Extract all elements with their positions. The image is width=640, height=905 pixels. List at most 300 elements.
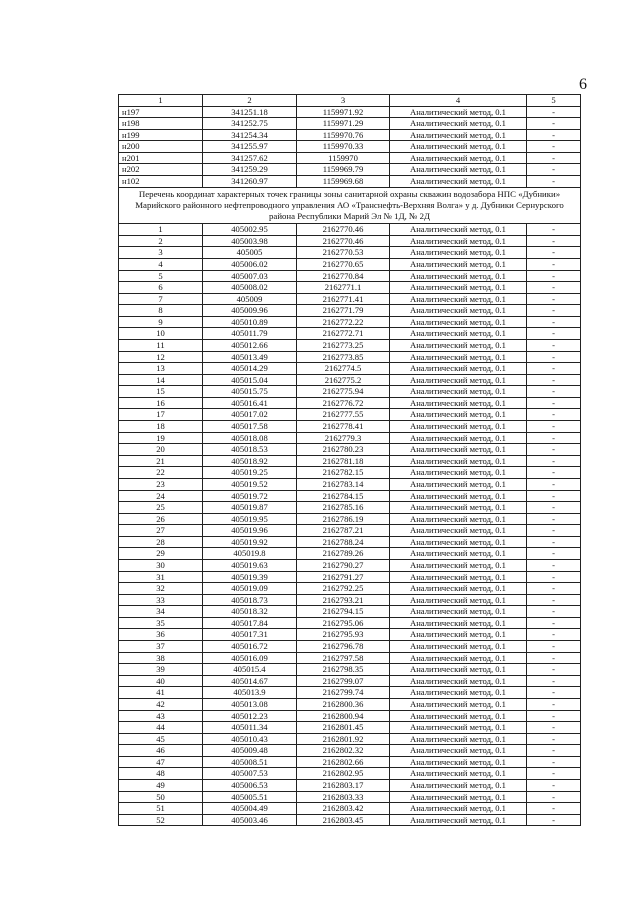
table-cell-col-1: 46 xyxy=(119,745,203,757)
table-row xyxy=(119,397,581,409)
table-cell-col-3: 2162796.78 xyxy=(297,641,390,653)
table-row xyxy=(119,687,581,699)
table-cell-col-1: 35 xyxy=(119,617,203,629)
table-cell-col-1: н102 xyxy=(119,176,203,188)
table-cell-col-5: - xyxy=(527,745,581,757)
table-cell-col-1: 1 xyxy=(119,224,203,236)
table-cell-col-4: Аналитический метод, 0.1 xyxy=(390,106,527,118)
table-cell-col-1: 51 xyxy=(119,803,203,815)
table-cell-col-1: 37 xyxy=(119,641,203,653)
table-cell-col-5: - xyxy=(527,235,581,247)
table-cell-col-2: 405009.96 xyxy=(203,305,297,317)
table-cell-col-1: 41 xyxy=(119,687,203,699)
table-cell-col-2: 341254.34 xyxy=(203,129,297,141)
table-cell-col-2: 341259.29 xyxy=(203,164,297,176)
table-cell-col-4: Аналитический метод, 0.1 xyxy=(390,560,527,572)
table-row xyxy=(119,409,581,421)
table-cell-col-2: 405011.34 xyxy=(203,722,297,734)
table-cell-col-1: 20 xyxy=(119,444,203,456)
table-cell-col-3: 2162786.19 xyxy=(297,513,390,525)
table-cell-col-4: Аналитический метод, 0.1 xyxy=(390,652,527,664)
header-cell: 5 xyxy=(527,95,581,107)
table-cell-col-4: Аналитический метод, 0.1 xyxy=(390,258,527,270)
table-row xyxy=(119,340,581,352)
table-cell-col-4: Аналитический метод, 0.1 xyxy=(390,386,527,398)
table-cell-col-2: 405018.53 xyxy=(203,444,297,456)
table-cell-col-3: 2162803.17 xyxy=(297,779,390,791)
table-row xyxy=(119,710,581,722)
table-cell-col-5: - xyxy=(527,722,581,734)
table-cell-col-4: Аналитический метод, 0.1 xyxy=(390,606,527,618)
table-cell-col-2: 405017.31 xyxy=(203,629,297,641)
table-cell-col-5: - xyxy=(527,664,581,676)
table-row xyxy=(119,606,581,618)
table-cell-col-3: 2162788.24 xyxy=(297,536,390,548)
table-cell-col-4: Аналитический метод, 0.1 xyxy=(390,629,527,641)
table-cell-col-1: 17 xyxy=(119,409,203,421)
table-row xyxy=(119,467,581,479)
header-cell: 4 xyxy=(390,95,527,107)
table-row xyxy=(119,617,581,629)
table-cell-col-3: 2162770.65 xyxy=(297,258,390,270)
table-row xyxy=(119,664,581,676)
table-row xyxy=(119,733,581,745)
table-cell-col-4: Аналитический метод, 0.1 xyxy=(390,791,527,803)
table-cell-col-5: - xyxy=(527,118,581,130)
table-cell-col-3: 2162770.84 xyxy=(297,270,390,282)
table-cell-col-3: 2162798.35 xyxy=(297,664,390,676)
table-cell-col-3: 1159970.33 xyxy=(297,141,390,153)
table-cell-col-4: Аналитический метод, 0.1 xyxy=(390,478,527,490)
table-cell-col-5: - xyxy=(527,247,581,259)
table-cell-col-2: 405016.09 xyxy=(203,652,297,664)
table-row xyxy=(119,305,581,317)
table-cell-col-2: 405002.95 xyxy=(203,224,297,236)
table-row xyxy=(119,722,581,734)
table-cell-col-5: - xyxy=(527,675,581,687)
table-row xyxy=(119,803,581,815)
table-cell-col-3: 2162800.94 xyxy=(297,710,390,722)
table-row xyxy=(119,164,581,176)
table-cell-col-2: 405005 xyxy=(203,247,297,259)
table-cell-col-2: 405010.89 xyxy=(203,316,297,328)
table-cell-col-5: - xyxy=(527,270,581,282)
table-cell-col-1: 38 xyxy=(119,652,203,664)
table-cell-col-5: - xyxy=(527,756,581,768)
table-cell-col-5: - xyxy=(527,513,581,525)
table-cell-col-4: Аналитический метод, 0.1 xyxy=(390,502,527,514)
table-cell-col-5: - xyxy=(527,409,581,421)
table-cell-col-4: Аналитический метод, 0.1 xyxy=(390,768,527,780)
table-cell-col-2: 405019.96 xyxy=(203,525,297,537)
table-row xyxy=(119,791,581,803)
table-cell-col-1: 11 xyxy=(119,340,203,352)
table-cell-col-5: - xyxy=(527,224,581,236)
table-cell-col-3: 2162773.85 xyxy=(297,351,390,363)
table-cell-col-4: Аналитический метод, 0.1 xyxy=(390,664,527,676)
table-cell-col-3: 1159970.76 xyxy=(297,129,390,141)
table-cell-col-3: 1159971.92 xyxy=(297,106,390,118)
table-cell-col-1: 28 xyxy=(119,536,203,548)
section-title-row xyxy=(119,187,581,224)
table-row xyxy=(119,583,581,595)
table-cell-col-1: 26 xyxy=(119,513,203,525)
table-cell-col-5: - xyxy=(527,617,581,629)
table-cell-col-4: Аналитический метод, 0.1 xyxy=(390,305,527,317)
table-row xyxy=(119,316,581,328)
page-number: 6 xyxy=(579,76,587,93)
table-cell-col-2: 405012.23 xyxy=(203,710,297,722)
table-cell-col-3: 2162793.21 xyxy=(297,594,390,606)
table-cell-col-5: - xyxy=(527,502,581,514)
table-row xyxy=(119,386,581,398)
table-cell-col-2: 405003.98 xyxy=(203,235,297,247)
table-cell-col-5: - xyxy=(527,328,581,340)
table-row xyxy=(119,444,581,456)
table-cell-col-5: - xyxy=(527,164,581,176)
table-cell-col-1: 47 xyxy=(119,756,203,768)
table-row xyxy=(119,641,581,653)
table-cell-col-4: Аналитический метод, 0.1 xyxy=(390,513,527,525)
table-cell-col-5: - xyxy=(527,583,581,595)
table-cell-col-3: 2162782.15 xyxy=(297,467,390,479)
table-cell-col-3: 2162770.53 xyxy=(297,247,390,259)
table-cell-col-3: 2162803.45 xyxy=(297,814,390,826)
table-cell-col-4: Аналитический метод, 0.1 xyxy=(390,118,527,130)
section-title: Перечень координат характерных точек границы зоны санитарной охраны скважин водозабора НПС «Дубники» Марийского районного нефтепроводного управления АО «Транснефть-Верхняя Волга» у д. Дубники Сернурского района Республики Марий Эл № 1Д, № 2Д xyxy=(119,187,581,224)
table-cell-col-4: Аналитический метод, 0.1 xyxy=(390,779,527,791)
table-row xyxy=(119,745,581,757)
table-cell-col-4: Аналитический метод, 0.1 xyxy=(390,421,527,433)
table-cell-col-2: 341251.18 xyxy=(203,106,297,118)
table-cell-col-3: 2162770.46 xyxy=(297,224,390,236)
table-cell-col-2: 341255.97 xyxy=(203,141,297,153)
table-cell-col-2: 405005.51 xyxy=(203,791,297,803)
table-cell-col-5: - xyxy=(527,141,581,153)
table-row xyxy=(119,224,581,236)
table-cell-col-5: - xyxy=(527,560,581,572)
table-cell-col-1: 48 xyxy=(119,768,203,780)
table-cell-col-1: 23 xyxy=(119,478,203,490)
table-cell-col-5: - xyxy=(527,444,581,456)
table-cell-col-2: 405019.95 xyxy=(203,513,297,525)
table-cell-col-5: - xyxy=(527,791,581,803)
table-cell-col-3: 2162795.93 xyxy=(297,629,390,641)
table-cell-col-1: 24 xyxy=(119,490,203,502)
table-cell-col-4: Аналитический метод, 0.1 xyxy=(390,444,527,456)
table-cell-col-2: 405015.75 xyxy=(203,386,297,398)
table-cell-col-3: 2162776.72 xyxy=(297,397,390,409)
table-cell-col-1: н200 xyxy=(119,141,203,153)
table-cell-col-3: 2162775.2 xyxy=(297,374,390,386)
table-cell-col-2: 405018.73 xyxy=(203,594,297,606)
table-cell-col-5: - xyxy=(527,629,581,641)
table-cell-col-3: 2162780.23 xyxy=(297,444,390,456)
table-cell-col-4: Аналитический метод, 0.1 xyxy=(390,571,527,583)
table-cell-col-3: 2162799.74 xyxy=(297,687,390,699)
table-cell-col-5: - xyxy=(527,803,581,815)
table-cell-col-1: 34 xyxy=(119,606,203,618)
table-row xyxy=(119,455,581,467)
table-cell-col-1: 22 xyxy=(119,467,203,479)
table-cell-col-1: 8 xyxy=(119,305,203,317)
table-cell-col-3: 2162797.58 xyxy=(297,652,390,664)
table-cell-col-1: 29 xyxy=(119,548,203,560)
table-cell-col-3: 2162802.66 xyxy=(297,756,390,768)
table-cell-col-4: Аналитический метод, 0.1 xyxy=(390,455,527,467)
table-cell-col-4: Аналитический метод, 0.1 xyxy=(390,536,527,548)
table-cell-col-3: 2162771.1 xyxy=(297,282,390,294)
table-cell-col-2: 405017.58 xyxy=(203,421,297,433)
table-cell-col-4: Аналитический метод, 0.1 xyxy=(390,675,527,687)
table-cell-col-4: Аналитический метод, 0.1 xyxy=(390,710,527,722)
table-cell-col-4: Аналитический метод, 0.1 xyxy=(390,164,527,176)
table-row xyxy=(119,490,581,502)
table-cell-col-1: н197 xyxy=(119,106,203,118)
table-cell-col-3: 2162799.07 xyxy=(297,675,390,687)
table-cell-col-1: 12 xyxy=(119,351,203,363)
table-cell-col-5: - xyxy=(527,525,581,537)
table-cell-col-3: 2162785.16 xyxy=(297,502,390,514)
table-cell-col-2: 405018.92 xyxy=(203,455,297,467)
table-row xyxy=(119,363,581,375)
table-cell-col-2: 405019.39 xyxy=(203,571,297,583)
table-cell-col-2: 405019.8 xyxy=(203,548,297,560)
table-row xyxy=(119,652,581,664)
table-cell-col-4: Аналитический метод, 0.1 xyxy=(390,363,527,375)
table-row xyxy=(119,698,581,710)
table-cell-col-5: - xyxy=(527,421,581,433)
table-cell-col-3: 2162784.15 xyxy=(297,490,390,502)
table-cell-col-4: Аналитический метод, 0.1 xyxy=(390,722,527,734)
table-row xyxy=(119,129,581,141)
table-row xyxy=(119,351,581,363)
table-cell-col-5: - xyxy=(527,351,581,363)
table-cell-col-3: 2162778.41 xyxy=(297,421,390,433)
table-cell-col-3: 2162772.22 xyxy=(297,316,390,328)
table-cell-col-5: - xyxy=(527,432,581,444)
table-cell-col-1: 9 xyxy=(119,316,203,328)
table-cell-col-1: 10 xyxy=(119,328,203,340)
table-cell-col-2: 405019.92 xyxy=(203,536,297,548)
table-cell-col-4: Аналитический метод, 0.1 xyxy=(390,176,527,188)
table-cell-col-3: 2162803.33 xyxy=(297,791,390,803)
table-cell-col-4: Аналитический метод, 0.1 xyxy=(390,617,527,629)
table-cell-col-1: 36 xyxy=(119,629,203,641)
table-cell-col-5: - xyxy=(527,606,581,618)
table-cell-col-4: Аналитический метод, 0.1 xyxy=(390,351,527,363)
table-cell-col-3: 2162771.79 xyxy=(297,305,390,317)
table-cell-col-2: 405004.49 xyxy=(203,803,297,815)
table-cell-col-1: 30 xyxy=(119,560,203,572)
table-row xyxy=(119,421,581,433)
table-row xyxy=(119,525,581,537)
table-cell-col-2: 405016.72 xyxy=(203,641,297,653)
table-cell-col-3: 2162801.92 xyxy=(297,733,390,745)
table-cell-col-1: 2 xyxy=(119,235,203,247)
table-cell-col-2: 405006.53 xyxy=(203,779,297,791)
table-row xyxy=(119,779,581,791)
table-cell-col-2: 405016.41 xyxy=(203,397,297,409)
table-cell-col-5: - xyxy=(527,305,581,317)
table-cell-col-5: - xyxy=(527,536,581,548)
table-cell-col-2: 405018.08 xyxy=(203,432,297,444)
table-cell-col-1: 32 xyxy=(119,583,203,595)
table-row xyxy=(119,328,581,340)
table-cell-col-2: 405017.84 xyxy=(203,617,297,629)
table-cell-col-4: Аналитический метод, 0.1 xyxy=(390,282,527,294)
table-row xyxy=(119,106,581,118)
table-cell-col-3: 2162773.25 xyxy=(297,340,390,352)
table-cell-col-5: - xyxy=(527,129,581,141)
table-cell-col-2: 405006.02 xyxy=(203,258,297,270)
table-cell-col-2: 405013.49 xyxy=(203,351,297,363)
table-cell-col-5: - xyxy=(527,733,581,745)
table-cell-col-2: 405015.04 xyxy=(203,374,297,386)
table-cell-col-3: 2162800.36 xyxy=(297,698,390,710)
table-cell-col-1: 15 xyxy=(119,386,203,398)
table-cell-col-4: Аналитический метод, 0.1 xyxy=(390,687,527,699)
table-cell-col-5: - xyxy=(527,152,581,164)
table-cell-col-5: - xyxy=(527,768,581,780)
table-cell-col-1: 4 xyxy=(119,258,203,270)
table-cell-col-4: Аналитический метод, 0.1 xyxy=(390,756,527,768)
table-cell-col-2: 405013.9 xyxy=(203,687,297,699)
table-cell-col-4: Аналитический метод, 0.1 xyxy=(390,583,527,595)
table-cell-col-3: 2162795.06 xyxy=(297,617,390,629)
table-cell-col-1: н202 xyxy=(119,164,203,176)
table-cell-col-5: - xyxy=(527,340,581,352)
table-cell-col-1: 49 xyxy=(119,779,203,791)
table-row xyxy=(119,675,581,687)
table-cell-col-2: 405008.02 xyxy=(203,282,297,294)
table-cell-col-4: Аналитический метод, 0.1 xyxy=(390,247,527,259)
table-cell-col-5: - xyxy=(527,548,581,560)
table-row xyxy=(119,629,581,641)
table-cell-col-1: 21 xyxy=(119,455,203,467)
table-row xyxy=(119,814,581,826)
table-cell-col-1: 31 xyxy=(119,571,203,583)
table-cell-col-1: 18 xyxy=(119,421,203,433)
table-cell-col-5: - xyxy=(527,374,581,386)
table-cell-col-5: - xyxy=(527,397,581,409)
table-cell-col-4: Аналитический метод, 0.1 xyxy=(390,525,527,537)
table-cell-col-5: - xyxy=(527,386,581,398)
table-cell-col-5: - xyxy=(527,176,581,188)
table-cell-col-5: - xyxy=(527,455,581,467)
table-cell-col-1: 52 xyxy=(119,814,203,826)
table-row xyxy=(119,235,581,247)
table-cell-col-2: 405008.51 xyxy=(203,756,297,768)
table-cell-col-2: 405019.87 xyxy=(203,502,297,514)
table-row xyxy=(119,536,581,548)
table-cell-col-5: - xyxy=(527,710,581,722)
table-cell-col-5: - xyxy=(527,779,581,791)
table-cell-col-2: 341252.75 xyxy=(203,118,297,130)
header-cell: 3 xyxy=(297,95,390,107)
table-cell-col-2: 341257.62 xyxy=(203,152,297,164)
table-cell-col-3: 2162794.15 xyxy=(297,606,390,618)
table-cell-col-1: 5 xyxy=(119,270,203,282)
table-cell-col-4: Аналитический метод, 0.1 xyxy=(390,641,527,653)
table-cell-col-1: 6 xyxy=(119,282,203,294)
table-cell-col-3: 2162770.46 xyxy=(297,235,390,247)
table-cell-col-2: 405019.09 xyxy=(203,583,297,595)
table-cell-col-3: 2162803.42 xyxy=(297,803,390,815)
table-cell-col-4: Аналитический метод, 0.1 xyxy=(390,374,527,386)
header-cell: 2 xyxy=(203,95,297,107)
table-cell-col-1: 13 xyxy=(119,363,203,375)
table-cell-col-3: 2162772.71 xyxy=(297,328,390,340)
table-cell-col-4: Аналитический метод, 0.1 xyxy=(390,152,527,164)
table-cell-col-1: 50 xyxy=(119,791,203,803)
table-cell-col-4: Аналитический метод, 0.1 xyxy=(390,733,527,745)
table-cell-col-4: Аналитический метод, 0.1 xyxy=(390,490,527,502)
table-cell-col-5: - xyxy=(527,814,581,826)
table-cell-col-5: - xyxy=(527,258,581,270)
table-row xyxy=(119,258,581,270)
table-cell-col-2: 405015.4 xyxy=(203,664,297,676)
table-row xyxy=(119,513,581,525)
table-row xyxy=(119,118,581,130)
table-cell-col-4: Аналитический метод, 0.1 xyxy=(390,698,527,710)
table-cell-col-4: Аналитический метод, 0.1 xyxy=(390,745,527,757)
table-cell-col-4: Аналитический метод, 0.1 xyxy=(390,814,527,826)
table-cell-col-1: 7 xyxy=(119,293,203,305)
table-cell-col-5: - xyxy=(527,594,581,606)
table-cell-col-4: Аналитический метод, 0.1 xyxy=(390,328,527,340)
table-cell-col-1: н198 xyxy=(119,118,203,130)
table-cell-col-1: 39 xyxy=(119,664,203,676)
table-cell-col-1: 3 xyxy=(119,247,203,259)
table-cell-col-3: 1159969.68 xyxy=(297,176,390,188)
table-cell-col-4: Аналитический метод, 0.1 xyxy=(390,141,527,153)
table-row xyxy=(119,594,581,606)
table-cell-col-5: - xyxy=(527,363,581,375)
table-cell-col-3: 1159970 xyxy=(297,152,390,164)
table-cell-col-5: - xyxy=(527,293,581,305)
table-cell-col-2: 405012.66 xyxy=(203,340,297,352)
table-cell-col-2: 405010.43 xyxy=(203,733,297,745)
table-cell-col-4: Аналитический метод, 0.1 xyxy=(390,594,527,606)
table-row xyxy=(119,756,581,768)
table-cell-col-3: 2162781.18 xyxy=(297,455,390,467)
table-cell-col-3: 2162771.41 xyxy=(297,293,390,305)
table-cell-col-3: 2162792.25 xyxy=(297,583,390,595)
table-cell-col-5: - xyxy=(527,467,581,479)
table-cell-col-4: Аналитический метод, 0.1 xyxy=(390,129,527,141)
table-row xyxy=(119,152,581,164)
table-cell-col-1: н201 xyxy=(119,152,203,164)
table-cell-col-2: 405014.29 xyxy=(203,363,297,375)
table-row xyxy=(119,374,581,386)
table-cell-col-3: 2162790.27 xyxy=(297,560,390,572)
table-cell-col-4: Аналитический метод, 0.1 xyxy=(390,803,527,815)
table-cell-col-2: 405019.25 xyxy=(203,467,297,479)
table-cell-col-1: 43 xyxy=(119,710,203,722)
table-cell-col-2: 405013.08 xyxy=(203,698,297,710)
table-row xyxy=(119,176,581,188)
table-cell-col-2: 405019.63 xyxy=(203,560,297,572)
table-cell-col-1: 19 xyxy=(119,432,203,444)
table-cell-col-3: 2162775.94 xyxy=(297,386,390,398)
table-cell-col-2: 405014.67 xyxy=(203,675,297,687)
table-cell-col-4: Аналитический метод, 0.1 xyxy=(390,548,527,560)
table-row xyxy=(119,560,581,572)
table-cell-col-2: 405003.46 xyxy=(203,814,297,826)
table-cell-col-5: - xyxy=(527,490,581,502)
table-cell-col-2: 405011.79 xyxy=(203,328,297,340)
